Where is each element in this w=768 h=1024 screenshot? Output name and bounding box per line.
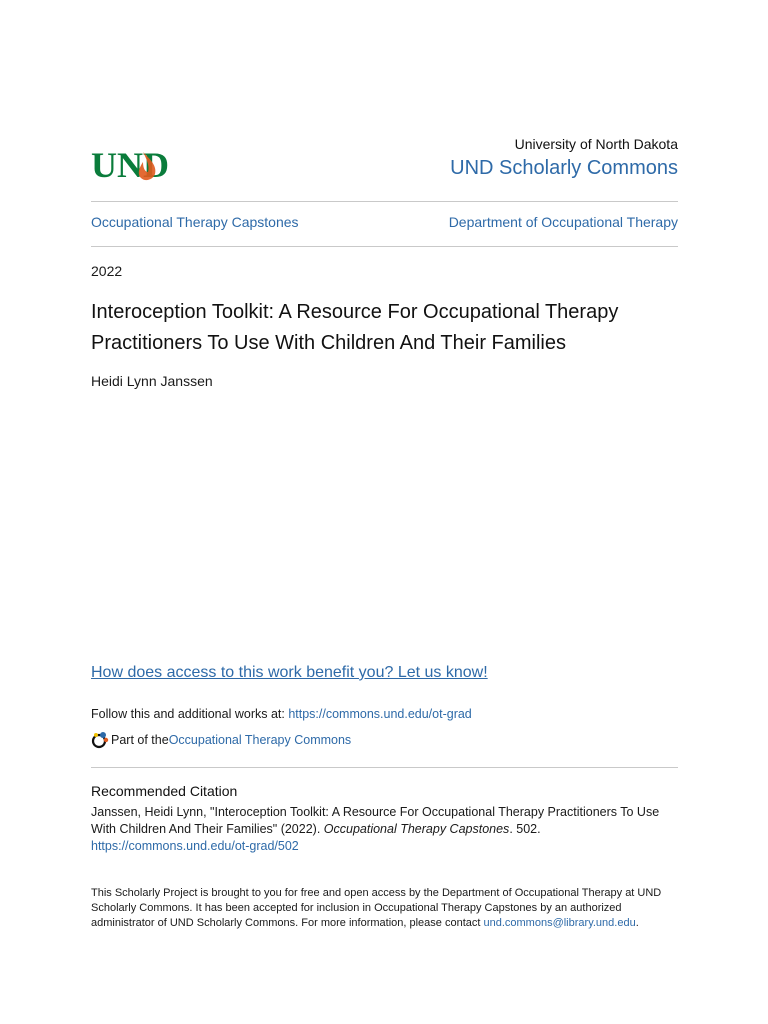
follow-line bbox=[91, 707, 472, 721]
contact-email-link[interactable]: und.commons@library.und.edu bbox=[483, 917, 636, 929]
collection-url-link[interactable]: https://commons.und.edu/ot-grad bbox=[288, 707, 472, 721]
part-of-prefix: Part of the bbox=[111, 733, 169, 747]
author-name: Heidi Lynn Janssen bbox=[91, 373, 213, 389]
paper-title: Interoception Toolkit: A Resource For Occupational Therapy Practitioners To Use With Children And Their Families bbox=[91, 301, 619, 354]
divider-top bbox=[91, 201, 678, 202]
citation-text bbox=[91, 804, 678, 855]
footer-notice bbox=[91, 886, 678, 931]
citation-url-link[interactable]: https://commons.und.edu/ot-grad/502 bbox=[91, 839, 299, 853]
part-of-line bbox=[91, 731, 351, 749]
divider-citation bbox=[91, 767, 678, 768]
ot-commons-link[interactable]: Occupational Therapy Commons bbox=[168, 733, 352, 747]
follow-prefix: Follow this and additional works at: bbox=[91, 707, 289, 721]
department-link[interactable]: Department of Occupational Therapy bbox=[448, 214, 678, 230]
und-logo-text: UND bbox=[91, 145, 169, 185]
divider-nav bbox=[91, 246, 678, 247]
footer-end: . bbox=[635, 917, 639, 929]
und-logo-icon bbox=[91, 145, 169, 185]
citation-plain: Janssen, Heidi Lynn, "Interoception Toolkit: A Resource For Occupational Therapy Practitioners To Use With Children And Their Families" (2022). bbox=[91, 805, 660, 836]
university-name: University of North Dakota bbox=[514, 136, 678, 152]
citation-number: . 502. bbox=[509, 822, 541, 836]
footer-text: This Scholarly Project is brought to you for free and open access by the Department of Occupational Therapy at UND Scholarly Commons. It has been accepted for inclusion in Occupational Therapy Capstones by an authorized administrator of UND Scholarly Commons. For more information, please contact bbox=[91, 887, 662, 929]
citation-heading: Recommended Citation bbox=[91, 783, 238, 799]
publication-year: 2022 bbox=[91, 263, 123, 279]
series-link[interactable]: Occupational Therapy Capstones bbox=[91, 214, 299, 230]
benefit-feedback-link[interactable]: How does access to this work benefit you? Let us know! bbox=[91, 664, 488, 681]
citation-series: Occupational Therapy Capstones bbox=[323, 822, 510, 836]
scholarly-commons-link[interactable]: UND Scholarly Commons bbox=[450, 157, 678, 179]
header bbox=[91, 136, 678, 186]
network-icon bbox=[91, 731, 109, 749]
